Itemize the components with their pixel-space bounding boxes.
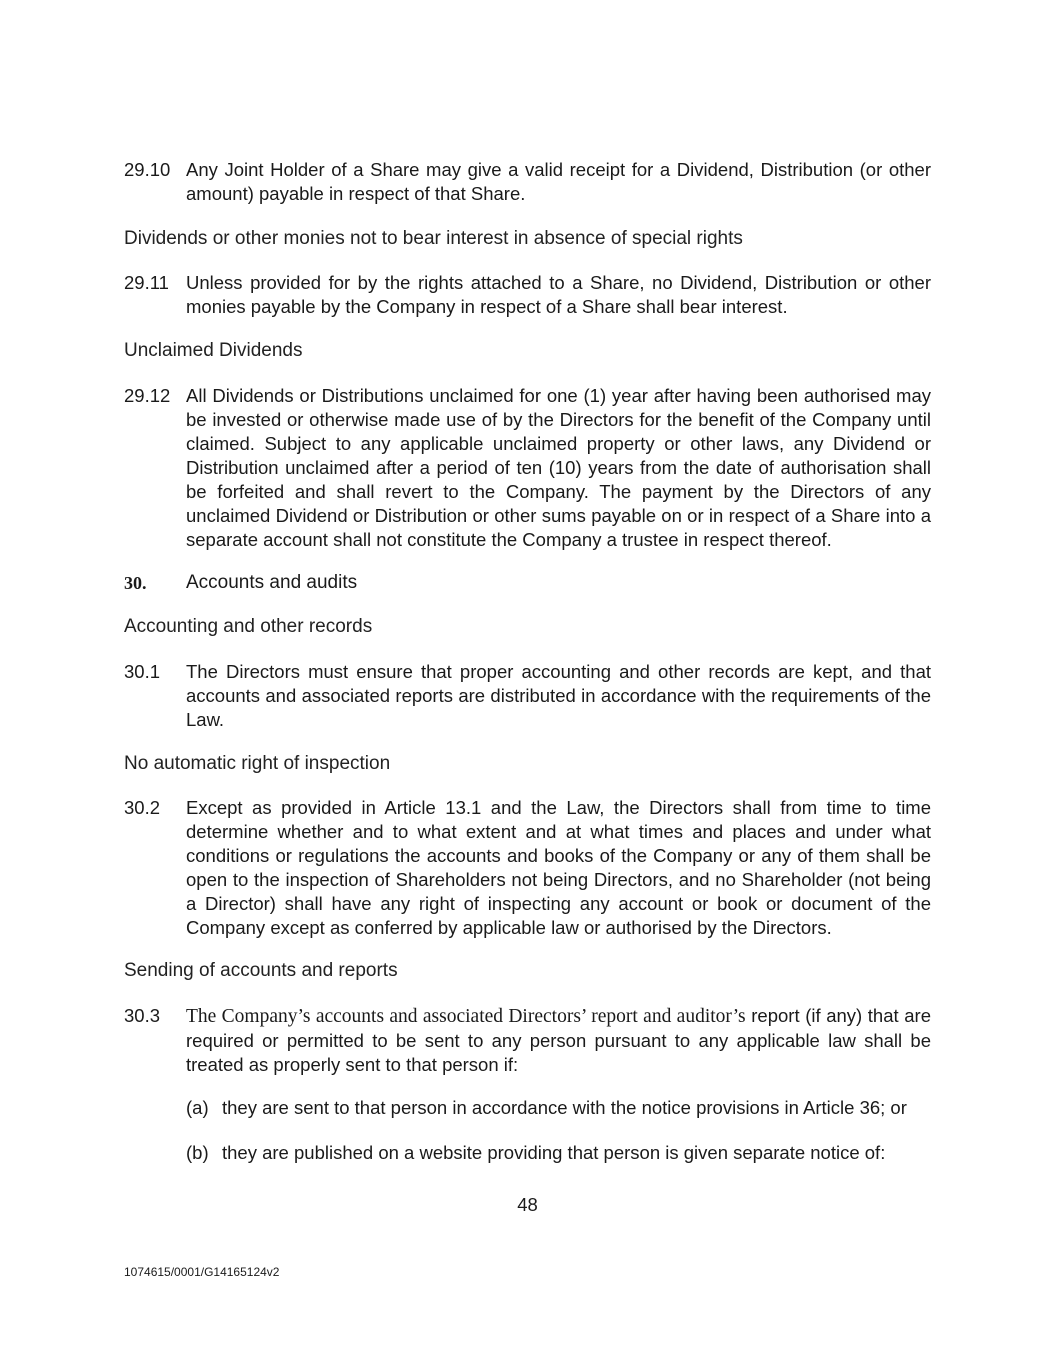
clause-30-1: [124, 660, 931, 732]
subheading-unclaimed-dividends: Unclaimed Dividends: [124, 340, 303, 361]
clause-29-12: [124, 384, 931, 552]
document-reference: 1074615/0001/G14165124v2: [124, 1265, 280, 1279]
clause-text: [186, 1004, 931, 1077]
clause-text-rest: report (if any) that are required or permitted to be sent to any person pursuant to any applicable law shall be treated as properly sent to that person if:: [186, 1005, 931, 1075]
subheading-accounting-records: Accounting and other records: [124, 616, 373, 637]
clause-29-11: [124, 271, 931, 319]
clause-number: 30.3: [124, 1005, 161, 1026]
section-30-heading: [124, 571, 357, 595]
clause-29-10: [124, 158, 931, 206]
section-number: 30.: [124, 573, 147, 593]
clause-text-serif-part: The Company’s accounts and associated Directors’ report and auditor’s: [186, 1006, 746, 1027]
clause-number: 29.10: [124, 159, 171, 180]
sub-item-mark: (b): [186, 1142, 209, 1163]
clause-text: All Dividends or Distributions unclaimed for one (1) year after having been authorised may be invested or otherwise made use of by the Directors for the benefit of the Company until claimed. Subject to any applicable unclaimed property or other laws, any Dividend or Distribution unclaimed after a period of ten (10) years from the date of authorisation shall be forfeited and shall revert to the Company. The payment by the Directors of any unclaimed Dividend or Distribution or other sums payable on or in respect of a Share into a separate account shall not constitute the Company a trustee in respect thereof.: [186, 385, 931, 550]
section-title: Accounts and audits: [186, 572, 358, 593]
clause-number: 29.11: [124, 272, 169, 293]
subheading-inspection: No automatic right of inspection: [124, 753, 391, 774]
clause-text: Except as provided in Article 13.1 and the Law, the Directors shall from time to time determine whether and to what extent and at what times and places and under what conditions or regulations the accounts and books of the Company or any of them shall be open to the inspection of Shareholders not being Directors, and no Shareholder (not being a Director) shall have any right of inspecting any account or book or document of the Company except as conferred by applicable law or authorised by the Directors.: [186, 797, 931, 938]
subheading-interest: Dividends or other monies not to bear interest in absence of special rights: [124, 228, 743, 249]
clause-number: 30.1: [124, 661, 161, 682]
sub-item-text: they are published on a website providing that person is given separate notice of:: [222, 1142, 886, 1163]
clause-30-3: [124, 1004, 931, 1077]
clause-30-2: [124, 796, 931, 940]
clause-text: Any Joint Holder of a Share may give a valid receipt for a Dividend, Distribution (or other amount) payable in respect of that Share.: [186, 159, 931, 204]
clause-number: 30.2: [124, 797, 161, 818]
sub-item-text: they are sent to that person in accordance with the notice provisions in Article 36; or: [222, 1097, 907, 1118]
subheading-sending-accounts: Sending of accounts and reports: [124, 960, 398, 981]
clause-text: The Directors must ensure that proper accounting and other records are kept, and that accounts and associated reports are distributed in accordance with the requirements of the Law.: [186, 661, 931, 730]
sub-item-b: [186, 1141, 931, 1165]
sub-item-mark: (a): [186, 1097, 209, 1118]
clause-number: 29.12: [124, 385, 171, 406]
sub-item-a: [186, 1096, 931, 1120]
page-number: 48: [517, 1194, 538, 1215]
clause-text: Unless provided for by the rights attached to a Share, no Dividend, Distribution or other monies payable by the Company in respect of a Share shall bear interest.: [186, 272, 931, 317]
